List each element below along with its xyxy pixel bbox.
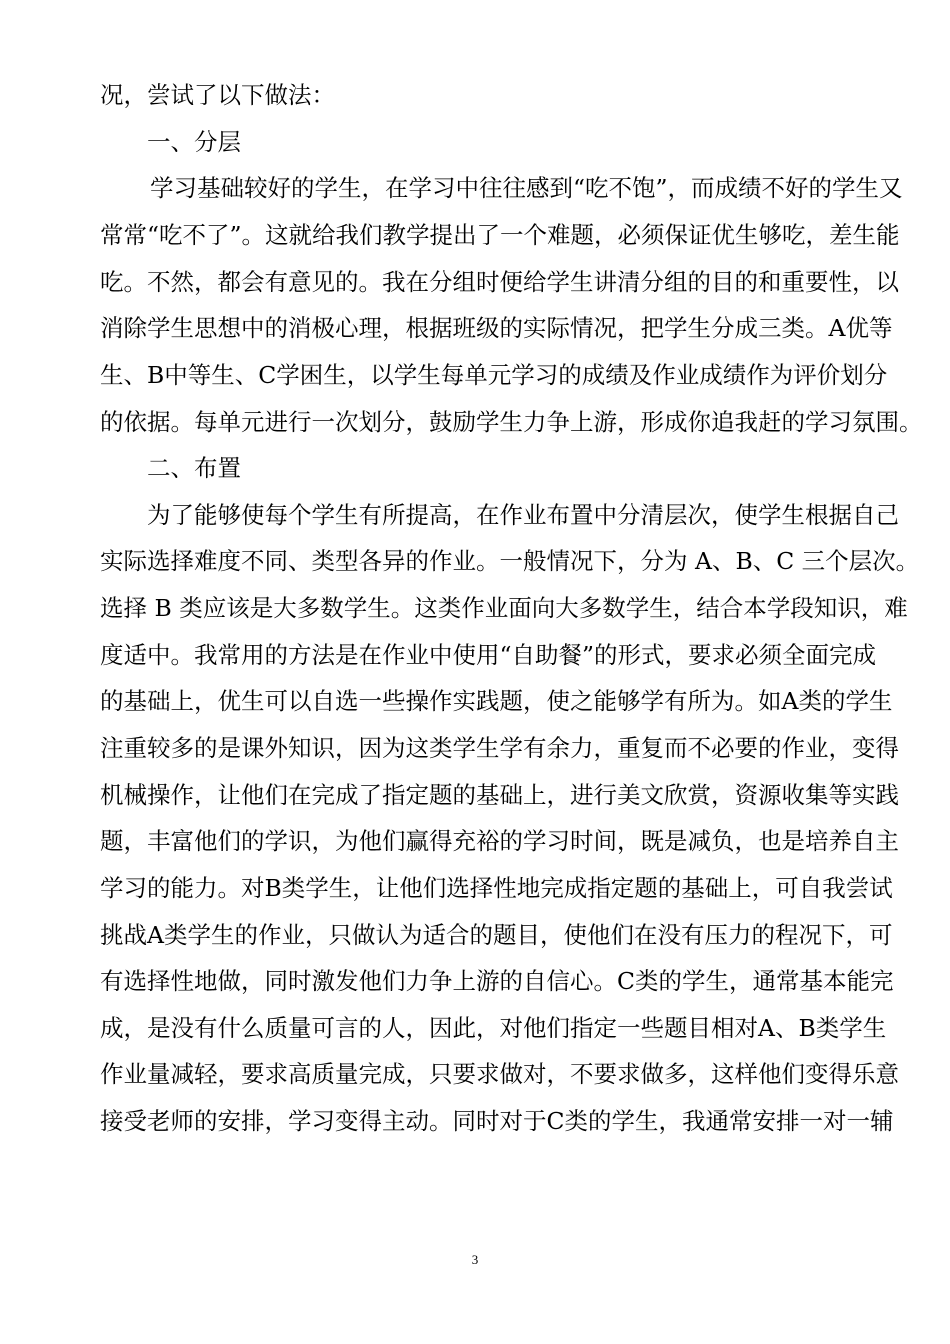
text-line: 机械操作，让他们在完成了指定题的基础上，进行美文欣赏，资源收集等实践 (100, 781, 899, 809)
text-line: 生、B中等生、C学困生，以学生每单元学习的成绩及作业成绩作为评价划分 (100, 361, 888, 389)
text-line: 消除学生思想中的消极心理，根据班级的实际情况，把学生分成三类。A优等 (100, 314, 893, 342)
text-line: 学习的能力。对B类学生，让他们选择性地完成指定题的基础上，可自我尝试 (100, 874, 893, 902)
text-line: 况，尝试了以下做法： (100, 81, 335, 109)
text-line: 的基础上，优生可以自选一些操作实践题，使之能够学有所为。如A类的学生 (100, 687, 893, 715)
section-heading-layering: 一、分层 (147, 128, 241, 156)
text-line: 有选择性地做，同时激发他们力争上游的自信心。C类的学生，通常基本能完 (100, 967, 894, 995)
section-heading-assignment: 二、布置 (147, 454, 241, 482)
text-line: 常常“吃不了”。这就给我们教学提出了一个难题，必须保证优生够吃，差生能 (100, 221, 900, 249)
text-line: 挑战A类学生的作业，只做认为适合的题目，使他们在没有压力的程况下，可 (100, 921, 893, 949)
text-line: 注重较多的是课外知识，因为这类学生学有余力，重复而不必要的作业，变得 (100, 734, 899, 762)
text-line: 吃。不然，都会有意见的。我在分组时便给学生讲清分组的目的和重要性，以 (100, 268, 899, 296)
page-number: 3 (471, 1252, 479, 1267)
text-line: 题，丰富他们的学识，为他们赢得充裕的学习时间，既是减负，也是培养自主 (100, 827, 899, 855)
text-line: 选择 B 类应该是大多数学生。这类作业面向大多数学生，结合本学段知识，难 (100, 594, 908, 622)
text-line: 学习基础较好的学生，在学习中往往感到“吃不饱”，而成绩不好的学生又 (150, 174, 903, 202)
text-line: 作业量减轻，要求高质量完成，只要求做对，不要求做多，这样他们变得乐意 (100, 1060, 899, 1088)
text-line: 度适中。我常用的方法是在作业中使用“自助餐”的形式，要求必须全面完成 (100, 641, 877, 669)
text-line: 的依据。每单元进行一次划分，鼓励学生力争上游，形成你追我赶的学习氛围。 (100, 408, 923, 436)
text-line: 成，是没有什么质量可言的人，因此，对他们指定一些题目相对A、B类学生 (100, 1014, 887, 1042)
text-line: 接受老师的安排，学习变得主动。同时对于C类的学生，我通常安排一对一辅 (100, 1107, 894, 1135)
text-line: 为了能够使每个学生有所提高，在作业布置中分清层次，使学生根据自己 (147, 501, 899, 529)
text-line: 实际选择难度不同、类型各异的作业。一般情况下，分为 A、B、C 三个层次。 (100, 547, 920, 575)
